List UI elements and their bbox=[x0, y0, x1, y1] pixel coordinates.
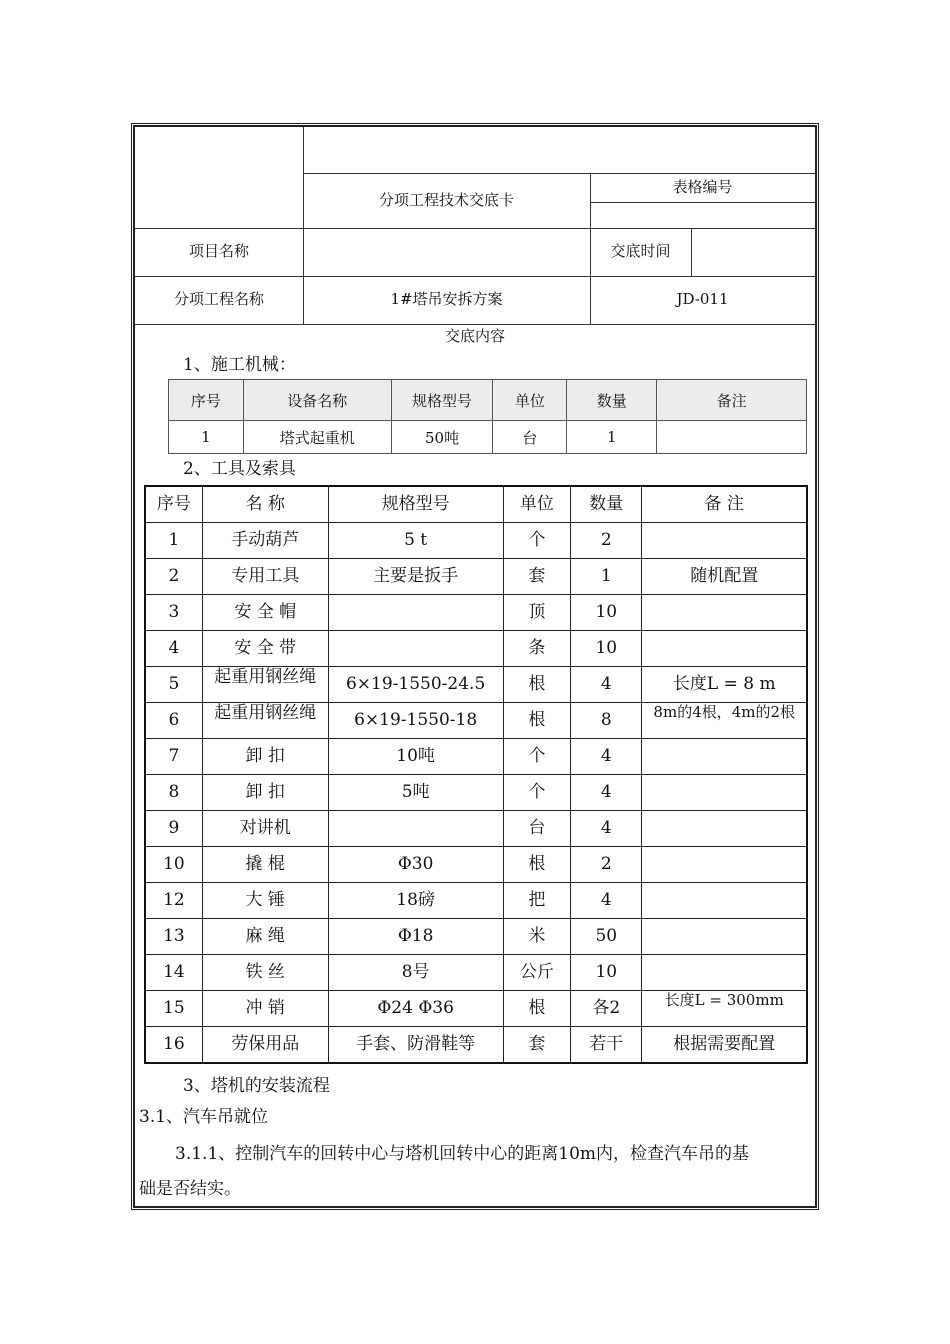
table-cell bbox=[642, 811, 807, 847]
table-cell bbox=[642, 739, 807, 775]
table-header-row bbox=[145, 486, 807, 523]
table-cell bbox=[642, 631, 807, 667]
table-cell bbox=[202, 667, 328, 703]
header-cell: 单位 bbox=[503, 486, 570, 523]
table-cell: 撬 棍 bbox=[202, 847, 328, 883]
table-cell: 8 bbox=[145, 775, 202, 811]
table-cell: 塔式起重机 bbox=[243, 421, 391, 454]
wrapped-cell-text bbox=[205, 667, 326, 702]
subproject-value: 1#塔吊安拆方案 bbox=[390, 290, 503, 309]
table-cell: 大 锤 bbox=[202, 883, 328, 919]
table-cell: 专用工具 bbox=[202, 559, 328, 595]
table-cell bbox=[642, 883, 807, 919]
header-cell: 规格型号 bbox=[328, 486, 503, 523]
project-name-value[interactable] bbox=[303, 228, 590, 276]
table-cell: Φ24 Φ36 bbox=[328, 991, 503, 1027]
wrapped-cell-text bbox=[644, 991, 804, 1026]
table-cell: 6×19-1550-18 bbox=[328, 703, 503, 739]
cell-text: 起重用钢丝绳 bbox=[214, 667, 317, 687]
table-cell: 9 bbox=[145, 811, 202, 847]
table-row bbox=[145, 1027, 807, 1064]
table-cell: 4 bbox=[571, 811, 642, 847]
table-row bbox=[145, 775, 807, 811]
table-cell: 个 bbox=[503, 523, 570, 559]
table-row bbox=[145, 811, 807, 847]
project-name-label: 项目名称 bbox=[188, 242, 249, 261]
table-cell: 随机配置 bbox=[642, 559, 807, 595]
paragraph-line: 3.1.1、控制汽车的回转中心与塔机回转中心的距离10m内，检查汽车吊的基 bbox=[175, 1144, 750, 1164]
table-cell: 台 bbox=[503, 811, 570, 847]
table-row bbox=[145, 739, 807, 775]
section-3-1-title: 3.1、汽车吊就位 bbox=[139, 1107, 269, 1127]
header-cell: 名 称 bbox=[202, 486, 328, 523]
header-cell: 备 注 bbox=[642, 486, 807, 523]
table-cell: 10吨 bbox=[328, 739, 503, 775]
handover-time-label: 交底时间 bbox=[610, 242, 671, 261]
table-header-row bbox=[169, 380, 807, 421]
table-row bbox=[145, 667, 807, 703]
table-cell: 18磅 bbox=[328, 883, 503, 919]
header-cell: 备注 bbox=[657, 380, 807, 421]
table-cell: 根 bbox=[503, 991, 570, 1027]
document-code: JD-011 bbox=[676, 290, 729, 309]
table-row bbox=[145, 559, 807, 595]
cell-text: 8m的4根，4m的2根 bbox=[653, 703, 796, 721]
table-row bbox=[145, 991, 807, 1027]
table-cell: 5 bbox=[145, 667, 202, 703]
table-cell: 对讲机 bbox=[202, 811, 328, 847]
table-cell bbox=[642, 991, 807, 1027]
table-cell: 4 bbox=[571, 739, 642, 775]
table-cell: 铁 丝 bbox=[202, 955, 328, 991]
table-cell bbox=[642, 595, 807, 631]
table-cell: 主要是扳手 bbox=[328, 559, 503, 595]
table-cell: 50 bbox=[571, 919, 642, 955]
header-cell: 数量 bbox=[567, 380, 657, 421]
table-cell bbox=[642, 919, 807, 955]
table-cell: 12 bbox=[145, 883, 202, 919]
table-cell: 1 bbox=[571, 559, 642, 595]
table-cell: 冲 销 bbox=[202, 991, 328, 1027]
table-cell: 2 bbox=[145, 559, 202, 595]
table-cell: 14 bbox=[145, 955, 202, 991]
table-cell: 根 bbox=[503, 703, 570, 739]
header-cell: 序号 bbox=[145, 486, 202, 523]
table-cell bbox=[642, 955, 807, 991]
table-cell: 长度L = 8 m bbox=[642, 667, 807, 703]
section-1-title: 1、施工机械： bbox=[183, 355, 296, 375]
table-cell: 手套、防滑鞋等 bbox=[328, 1027, 503, 1064]
table-cell: 50吨 bbox=[391, 421, 493, 454]
table-cell: 根 bbox=[503, 847, 570, 883]
header-cell: 数量 bbox=[571, 486, 642, 523]
card-title: 分项工程技术交底卡 bbox=[378, 190, 514, 209]
tools-table bbox=[144, 485, 808, 1064]
table-cell: 若干 bbox=[571, 1027, 642, 1064]
table-cell: 4 bbox=[571, 883, 642, 919]
table-cell: Φ30 bbox=[328, 847, 503, 883]
table-row bbox=[145, 523, 807, 559]
table-cell: 安 全 带 bbox=[202, 631, 328, 667]
table-cell: 1 bbox=[145, 523, 202, 559]
table-cell: 10 bbox=[571, 631, 642, 667]
table-cell bbox=[642, 703, 807, 739]
table-cell: 8号 bbox=[328, 955, 503, 991]
table-cell bbox=[328, 631, 503, 667]
form-number-value[interactable] bbox=[590, 202, 815, 228]
table-cell: 8 bbox=[571, 703, 642, 739]
table-cell: 4 bbox=[571, 775, 642, 811]
cell-text: 长度L = 300mm bbox=[664, 991, 784, 1009]
table-cell: 安 全 帽 bbox=[202, 595, 328, 631]
table-cell: 6 bbox=[145, 703, 202, 739]
wrapped-cell-text bbox=[205, 703, 326, 738]
table-cell: 13 bbox=[145, 919, 202, 955]
section-3-title: 3、塔机的安装流程 bbox=[183, 1076, 330, 1096]
form-number-label: 表格编号 bbox=[672, 177, 733, 196]
table-cell: 把 bbox=[503, 883, 570, 919]
table-cell bbox=[202, 703, 328, 739]
table-row bbox=[145, 847, 807, 883]
table-cell: 根据需要配置 bbox=[642, 1027, 807, 1064]
table-cell: 根 bbox=[503, 667, 570, 703]
table-cell: 2 bbox=[571, 523, 642, 559]
table-row bbox=[145, 919, 807, 955]
table-cell: 5吨 bbox=[328, 775, 503, 811]
table-cell: 4 bbox=[145, 631, 202, 667]
table-row bbox=[145, 883, 807, 919]
table-row bbox=[145, 703, 807, 739]
table-cell: 7 bbox=[145, 739, 202, 775]
header-cell: 设备名称 bbox=[243, 380, 391, 421]
table-cell: 个 bbox=[503, 775, 570, 811]
table-cell: 6×19-1550-24.5 bbox=[328, 667, 503, 703]
section-2-title: 2、工具及索具 bbox=[183, 459, 296, 479]
table-cell: 2 bbox=[571, 847, 642, 883]
table-row bbox=[145, 631, 807, 667]
table-cell: 16 bbox=[145, 1027, 202, 1064]
table-cell: Φ18 bbox=[328, 919, 503, 955]
wrapped-cell-text bbox=[644, 703, 804, 738]
table-cell: 10 bbox=[571, 955, 642, 991]
grid-line bbox=[135, 324, 815, 325]
handover-time-value[interactable] bbox=[691, 228, 815, 276]
table-cell: 1 bbox=[567, 421, 657, 454]
table-cell: 套 bbox=[503, 1027, 570, 1064]
table-cell: 卸 扣 bbox=[202, 775, 328, 811]
table-cell: 15 bbox=[145, 991, 202, 1027]
table-cell bbox=[642, 847, 807, 883]
table-row bbox=[145, 595, 807, 631]
header-cell: 序号 bbox=[169, 380, 244, 421]
table-cell: 公斤 bbox=[503, 955, 570, 991]
table-cell: 劳保用品 bbox=[202, 1027, 328, 1064]
table-cell: 条 bbox=[503, 631, 570, 667]
table-cell bbox=[642, 523, 807, 559]
cell-text: 起重用钢丝绳 bbox=[214, 703, 317, 723]
table-cell: 各2 bbox=[571, 991, 642, 1027]
table-row bbox=[169, 421, 807, 454]
table-cell: 套 bbox=[503, 559, 570, 595]
table-cell: 1 bbox=[169, 421, 244, 454]
header-cell: 规格型号 bbox=[391, 380, 493, 421]
table-cell: 顶 bbox=[503, 595, 570, 631]
handover-card bbox=[133, 125, 817, 1208]
table-cell bbox=[328, 595, 503, 631]
content-title: 交底内容 bbox=[444, 327, 505, 346]
table-cell: 台 bbox=[493, 421, 567, 454]
subproject-label: 分项工程名称 bbox=[173, 290, 264, 309]
table-cell: 米 bbox=[503, 919, 570, 955]
table-cell: 麻 绳 bbox=[202, 919, 328, 955]
table-cell: 3 bbox=[145, 595, 202, 631]
table-cell: 5 t bbox=[328, 523, 503, 559]
table-cell: 4 bbox=[571, 667, 642, 703]
table-cell: 10 bbox=[571, 595, 642, 631]
table-cell: 手动葫芦 bbox=[202, 523, 328, 559]
table-cell bbox=[642, 775, 807, 811]
paragraph-line: 础是否结实。 bbox=[139, 1179, 241, 1199]
table-cell: 10 bbox=[145, 847, 202, 883]
table-row bbox=[145, 955, 807, 991]
table-cell bbox=[328, 811, 503, 847]
table-cell: 个 bbox=[503, 739, 570, 775]
table-cell: 卸 扣 bbox=[202, 739, 328, 775]
table-cell bbox=[657, 421, 807, 454]
header-cell: 单位 bbox=[493, 380, 567, 421]
machine-table bbox=[168, 379, 807, 454]
